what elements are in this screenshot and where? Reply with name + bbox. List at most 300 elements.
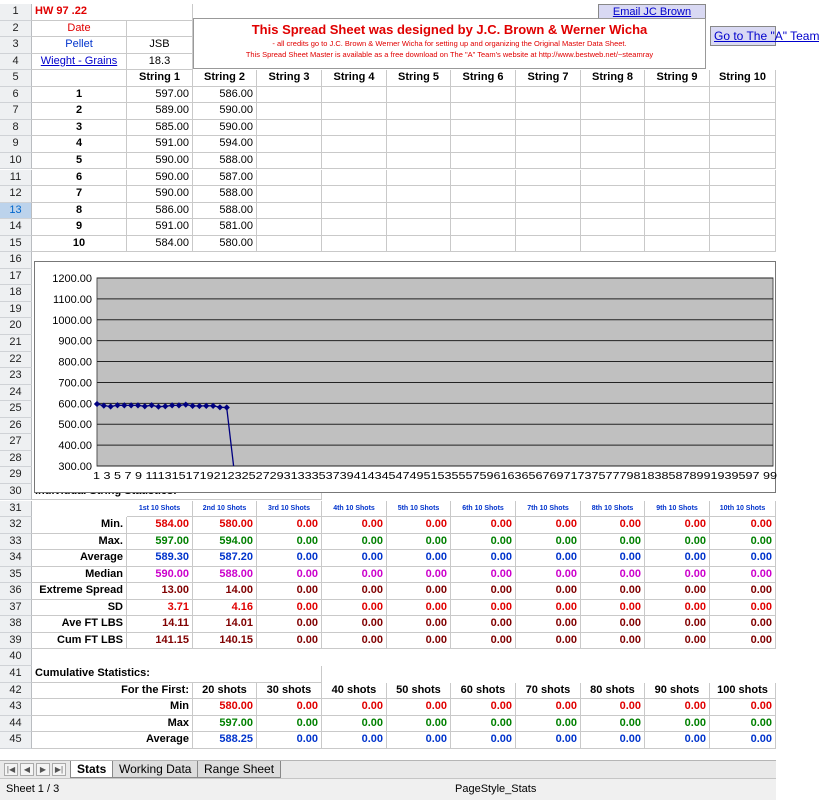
shot-number[interactable]: 7 [32, 186, 127, 203]
stat-value[interactable]: 0.00 [645, 616, 710, 633]
empty-cell[interactable] [581, 87, 645, 104]
row-header[interactable]: 1 [0, 4, 32, 21]
shot-number[interactable]: 2 [32, 103, 127, 120]
empty-cell[interactable] [581, 203, 645, 220]
stats-col-header[interactable]: 9th 10 Shots [645, 501, 710, 518]
empty-cell[interactable] [257, 170, 322, 187]
cumulative-value[interactable]: 0.00 [322, 716, 387, 733]
row-header[interactable]: 27 [0, 434, 32, 451]
empty-cell[interactable] [710, 236, 776, 253]
empty-cell[interactable] [322, 219, 387, 236]
row-header[interactable]: 25 [0, 401, 32, 418]
stat-value[interactable]: 0.00 [451, 600, 516, 617]
empty-cell[interactable] [645, 203, 710, 220]
empty-cell[interactable] [581, 120, 645, 137]
stat-value[interactable]: 0.00 [516, 616, 581, 633]
row-header[interactable]: 16 [0, 252, 32, 269]
cumulative-value[interactable]: 0.00 [581, 732, 645, 749]
stat-value[interactable]: 0.00 [387, 567, 451, 584]
empty-cell[interactable] [322, 120, 387, 137]
empty-cell[interactable] [257, 136, 322, 153]
row-header[interactable]: 17 [0, 269, 32, 286]
stat-value[interactable]: 14.01 [193, 616, 257, 633]
stat-value[interactable]: 0.00 [710, 517, 776, 534]
stat-value[interactable]: 587.20 [193, 550, 257, 567]
stat-value[interactable]: 589.30 [127, 550, 193, 567]
empty-cell[interactable] [710, 153, 776, 170]
stats-col-header[interactable]: 8th 10 Shots [581, 501, 645, 518]
string2-value[interactable]: 580.00 [193, 236, 257, 253]
stat-label[interactable]: Max. [32, 534, 127, 551]
row-header[interactable]: 20 [0, 318, 32, 335]
corner-cell[interactable] [32, 70, 127, 87]
string-header[interactable]: String 8 [581, 70, 645, 87]
shot-number[interactable]: 4 [32, 136, 127, 153]
empty-cell[interactable] [322, 203, 387, 220]
cumulative-col-header[interactable]: 60 shots [451, 683, 516, 700]
empty-cell[interactable] [516, 120, 581, 137]
empty-cell[interactable] [516, 219, 581, 236]
empty-cell[interactable] [645, 103, 710, 120]
cumulative-value[interactable]: 0.00 [257, 716, 322, 733]
empty-cell[interactable] [581, 219, 645, 236]
row-header[interactable]: 41 [0, 666, 32, 683]
row-header[interactable]: 12 [0, 186, 32, 203]
row-header[interactable]: 11 [0, 170, 32, 187]
stat-value[interactable]: 0.00 [322, 534, 387, 551]
empty-cell[interactable] [257, 103, 322, 120]
stat-value[interactable]: 0.00 [645, 600, 710, 617]
empty-cell[interactable] [451, 203, 516, 220]
empty-cell[interactable] [645, 170, 710, 187]
empty-cell[interactable] [516, 170, 581, 187]
string1-value[interactable]: 589.00 [127, 103, 193, 120]
prev-sheet-icon[interactable]: ◀ [20, 763, 34, 776]
string-header[interactable]: String 7 [516, 70, 581, 87]
empty-cell[interactable] [581, 170, 645, 187]
string-header[interactable]: String 1 [127, 70, 193, 87]
empty-cell[interactable] [516, 87, 581, 104]
stat-value[interactable]: 0.00 [451, 633, 516, 650]
stat-value[interactable]: 0.00 [710, 550, 776, 567]
stat-value[interactable]: 0.00 [581, 534, 645, 551]
string-header[interactable]: String 5 [387, 70, 451, 87]
stat-value[interactable]: 0.00 [387, 616, 451, 633]
empty-cell[interactable] [645, 136, 710, 153]
empty-cell[interactable] [257, 236, 322, 253]
empty-cell[interactable] [516, 153, 581, 170]
row-header[interactable]: 29 [0, 467, 32, 484]
empty-cell[interactable] [257, 203, 322, 220]
string-header[interactable]: String 9 [645, 70, 710, 87]
string1-value[interactable]: 584.00 [127, 236, 193, 253]
string1-value[interactable]: 586.00 [127, 203, 193, 220]
stat-value[interactable]: 0.00 [451, 567, 516, 584]
stat-label[interactable]: Ave FT LBS [32, 616, 127, 633]
row-header[interactable]: 21 [0, 335, 32, 352]
first-sheet-icon[interactable]: |◀ [4, 763, 18, 776]
cumulative-value[interactable]: 0.00 [451, 716, 516, 733]
string2-value[interactable]: 590.00 [193, 103, 257, 120]
string1-value[interactable]: 590.00 [127, 186, 193, 203]
stat-value[interactable]: 0.00 [322, 517, 387, 534]
string-header[interactable]: String 4 [322, 70, 387, 87]
row-header[interactable]: 24 [0, 385, 32, 402]
empty-cell[interactable] [322, 236, 387, 253]
empty-cell[interactable] [322, 170, 387, 187]
empty-cell[interactable] [387, 136, 451, 153]
stat-value[interactable]: 0.00 [387, 600, 451, 617]
stat-value[interactable]: 0.00 [710, 616, 776, 633]
stat-label[interactable]: SD [32, 600, 127, 617]
cumulative-value[interactable]: 0.00 [645, 699, 710, 716]
row-header[interactable]: 19 [0, 302, 32, 319]
row-header[interactable]: 5 [0, 70, 32, 87]
empty-cell[interactable] [387, 103, 451, 120]
stat-value[interactable]: 0.00 [387, 534, 451, 551]
empty-cell[interactable] [451, 236, 516, 253]
stat-value[interactable]: 0.00 [257, 534, 322, 551]
row-header[interactable]: 31 [0, 501, 32, 518]
string-header[interactable]: String 6 [451, 70, 516, 87]
stat-value[interactable]: 0.00 [451, 616, 516, 633]
stat-value[interactable]: 0.00 [645, 567, 710, 584]
row-header[interactable]: 22 [0, 352, 32, 369]
stat-value[interactable]: 0.00 [710, 534, 776, 551]
cumulative-value[interactable]: 0.00 [257, 699, 322, 716]
empty-cell[interactable] [581, 103, 645, 120]
empty-cell[interactable] [451, 186, 516, 203]
stat-value[interactable]: 0.00 [581, 616, 645, 633]
empty-cell[interactable] [710, 87, 776, 104]
stat-value[interactable]: 0.00 [710, 567, 776, 584]
row-header[interactable]: 9 [0, 136, 32, 153]
string2-value[interactable]: 588.00 [193, 153, 257, 170]
row-header[interactable]: 18 [0, 285, 32, 302]
stat-value[interactable]: 0.00 [257, 583, 322, 600]
weight-label[interactable]: Wieght - Grains [32, 54, 127, 71]
stat-value[interactable]: 597.00 [127, 534, 193, 551]
stat-value[interactable]: 580.00 [193, 517, 257, 534]
stat-label[interactable]: Average [32, 550, 127, 567]
cumulative-label[interactable]: Average [32, 732, 193, 749]
stats-col-header[interactable]: 3rd 10 Shots [257, 501, 322, 518]
stat-value[interactable]: 0.00 [322, 616, 387, 633]
string2-value[interactable]: 581.00 [193, 219, 257, 236]
empty-cell[interactable] [257, 219, 322, 236]
cumulative-col-header[interactable]: 50 shots [387, 683, 451, 700]
row-header[interactable]: 3 [0, 37, 32, 54]
stat-value[interactable]: 0.00 [516, 567, 581, 584]
empty-cell[interactable] [451, 170, 516, 187]
goto-a-team-link[interactable]: Go to The "A" Team [710, 26, 776, 46]
empty-cell[interactable] [387, 170, 451, 187]
stat-value[interactable]: 0.00 [710, 583, 776, 600]
row-header[interactable]: 44 [0, 716, 32, 733]
empty-cell[interactable] [322, 186, 387, 203]
cumulative-col-header[interactable]: 40 shots [322, 683, 387, 700]
row-header[interactable]: 13 [0, 203, 32, 220]
empty-cell[interactable] [387, 153, 451, 170]
empty-cell[interactable] [645, 186, 710, 203]
string1-value[interactable]: 597.00 [127, 87, 193, 104]
cumulative-col-header[interactable]: 90 shots [645, 683, 710, 700]
stat-label[interactable]: Min. [32, 517, 127, 534]
empty-cell[interactable] [710, 103, 776, 120]
row-header[interactable]: 42 [0, 683, 32, 700]
date-value[interactable] [127, 21, 193, 38]
empty-cell[interactable] [710, 203, 776, 220]
empty-cell[interactable] [645, 120, 710, 137]
cumulative-col-header[interactable]: 30 shots [257, 683, 322, 700]
string1-value[interactable]: 585.00 [127, 120, 193, 137]
cumulative-label[interactable]: Max [32, 716, 193, 733]
empty-cell[interactable] [322, 103, 387, 120]
empty-cell[interactable] [257, 153, 322, 170]
string-header[interactable]: String 10 [710, 70, 776, 87]
stat-value[interactable]: 0.00 [516, 633, 581, 650]
row-header[interactable]: 7 [0, 103, 32, 120]
cumulative-label[interactable]: Min [32, 699, 193, 716]
empty-cell[interactable] [581, 136, 645, 153]
string1-value[interactable]: 591.00 [127, 219, 193, 236]
stat-value[interactable]: 594.00 [193, 534, 257, 551]
stat-value[interactable]: 4.16 [193, 600, 257, 617]
cumulative-value[interactable]: 0.00 [322, 732, 387, 749]
stat-value[interactable]: 0.00 [322, 583, 387, 600]
stat-value[interactable]: 0.00 [257, 550, 322, 567]
row-header[interactable]: 38 [0, 616, 32, 633]
stat-value[interactable]: 0.00 [322, 567, 387, 584]
stat-label[interactable]: Extreme Spread [32, 583, 127, 600]
stat-value[interactable]: 0.00 [581, 550, 645, 567]
stat-label[interactable]: Cum FT LBS [32, 633, 127, 650]
empty-cell[interactable] [387, 219, 451, 236]
for-the-first-label[interactable]: For the First: [32, 683, 193, 700]
cumulative-stats-title[interactable]: Cumulative Statistics: [32, 666, 322, 683]
row-header[interactable]: 33 [0, 534, 32, 551]
stat-value[interactable]: 0.00 [257, 633, 322, 650]
pellet-label[interactable]: Pellet [32, 37, 127, 54]
cumulative-value[interactable]: 0.00 [516, 699, 581, 716]
empty-cell[interactable] [710, 136, 776, 153]
empty-cell[interactable] [257, 186, 322, 203]
cumulative-value[interactable]: 0.00 [710, 716, 776, 733]
row-header[interactable]: 37 [0, 600, 32, 617]
empty-cell[interactable] [322, 153, 387, 170]
row-header[interactable]: 2 [0, 21, 32, 38]
row-header[interactable]: 32 [0, 517, 32, 534]
stat-value[interactable]: 0.00 [451, 550, 516, 567]
stat-value[interactable]: 588.00 [193, 567, 257, 584]
row-header[interactable]: 45 [0, 732, 32, 749]
next-sheet-icon[interactable]: ▶ [36, 763, 50, 776]
cumulative-value[interactable]: 0.00 [581, 699, 645, 716]
cumulative-value[interactable]: 0.00 [645, 716, 710, 733]
empty-cell[interactable] [257, 87, 322, 104]
pellet-value[interactable]: JSB [127, 37, 193, 54]
empty-cell[interactable] [710, 170, 776, 187]
cumulative-value[interactable]: 0.00 [451, 732, 516, 749]
velocity-chart[interactable] [34, 261, 776, 493]
stats-col-header[interactable]: 2nd 10 Shots [193, 501, 257, 518]
stat-value[interactable]: 0.00 [387, 583, 451, 600]
row-header[interactable]: 8 [0, 120, 32, 137]
stat-value[interactable]: 0.00 [645, 550, 710, 567]
stat-value[interactable]: 0.00 [516, 600, 581, 617]
row-header[interactable]: 28 [0, 451, 32, 468]
shot-number[interactable]: 1 [32, 87, 127, 104]
stat-value[interactable]: 14.11 [127, 616, 193, 633]
stat-value[interactable]: 13.00 [127, 583, 193, 600]
row-header[interactable]: 14 [0, 219, 32, 236]
row-header[interactable]: 30 [0, 484, 32, 501]
cumulative-value[interactable]: 580.00 [193, 699, 257, 716]
empty-cell[interactable] [516, 186, 581, 203]
title-cell[interactable]: HW 97 .22 [32, 4, 193, 21]
cumulative-value[interactable]: 0.00 [387, 732, 451, 749]
empty-cell[interactable] [645, 153, 710, 170]
empty-cell[interactable] [387, 87, 451, 104]
stat-value[interactable]: 0.00 [387, 633, 451, 650]
empty-cell[interactable] [645, 219, 710, 236]
shot-number[interactable]: 3 [32, 120, 127, 137]
string1-value[interactable]: 590.00 [127, 153, 193, 170]
cumulative-value[interactable]: 0.00 [581, 716, 645, 733]
stat-value[interactable]: 0.00 [645, 633, 710, 650]
row-header[interactable]: 35 [0, 567, 32, 584]
stat-value[interactable]: 0.00 [710, 600, 776, 617]
stat-value[interactable]: 0.00 [257, 567, 322, 584]
stat-value[interactable]: 0.00 [322, 633, 387, 650]
empty-cell[interactable] [516, 236, 581, 253]
row-header[interactable]: 23 [0, 368, 32, 385]
stat-value[interactable]: 0.00 [322, 600, 387, 617]
stat-value[interactable]: 0.00 [581, 583, 645, 600]
stat-value[interactable]: 590.00 [127, 567, 193, 584]
row-header[interactable]: 10 [0, 153, 32, 170]
weight-value[interactable]: 18.3 [127, 54, 193, 71]
row-header[interactable]: 43 [0, 699, 32, 716]
string-header[interactable]: String 3 [257, 70, 322, 87]
cumulative-value[interactable]: 0.00 [645, 732, 710, 749]
stat-value[interactable]: 141.15 [127, 633, 193, 650]
stat-value[interactable]: 0.00 [257, 616, 322, 633]
stat-value[interactable]: 0.00 [516, 550, 581, 567]
empty-cell[interactable] [387, 120, 451, 137]
empty-cell[interactable] [387, 203, 451, 220]
empty-cell[interactable] [451, 103, 516, 120]
empty-cell[interactable] [451, 87, 516, 104]
string2-value[interactable]: 590.00 [193, 120, 257, 137]
empty-cell[interactable] [581, 186, 645, 203]
cumulative-value[interactable]: 0.00 [516, 716, 581, 733]
empty-cell[interactable] [451, 120, 516, 137]
stat-value[interactable]: 0.00 [581, 567, 645, 584]
empty-cell[interactable] [710, 219, 776, 236]
stats-col-header[interactable]: 7th 10 Shots [516, 501, 581, 518]
stat-value[interactable]: 584.00 [127, 517, 193, 534]
cumulative-value[interactable]: 0.00 [257, 732, 322, 749]
stat-value[interactable]: 0.00 [257, 517, 322, 534]
shot-number[interactable]: 8 [32, 203, 127, 220]
email-jc-brown-link[interactable]: Email JC Brown [598, 4, 706, 20]
stat-value[interactable]: 0.00 [257, 600, 322, 617]
string2-value[interactable]: 594.00 [193, 136, 257, 153]
row-header[interactable]: 26 [0, 418, 32, 435]
stat-value[interactable]: 0.00 [581, 517, 645, 534]
cumulative-value[interactable]: 0.00 [516, 732, 581, 749]
empty-cell[interactable] [645, 87, 710, 104]
cumulative-col-header[interactable]: 80 shots [581, 683, 645, 700]
row-header[interactable]: 34 [0, 550, 32, 567]
stat-value[interactable]: 0.00 [387, 550, 451, 567]
empty-cell[interactable] [322, 87, 387, 104]
stat-value[interactable]: 0.00 [645, 517, 710, 534]
empty-cell[interactable] [451, 219, 516, 236]
string1-value[interactable]: 590.00 [127, 170, 193, 187]
cumulative-value[interactable]: 0.00 [710, 699, 776, 716]
cumulative-col-header[interactable]: 100 shots [710, 683, 776, 700]
last-sheet-icon[interactable]: ▶| [52, 763, 66, 776]
stat-value[interactable]: 0.00 [516, 534, 581, 551]
empty-cell[interactable] [516, 103, 581, 120]
row-header[interactable]: 40 [0, 649, 32, 666]
row-header[interactable]: 6 [0, 87, 32, 104]
stat-value[interactable]: 0.00 [581, 600, 645, 617]
stat-value[interactable]: 0.00 [516, 517, 581, 534]
stats-col-header[interactable]: 5th 10 Shots [387, 501, 451, 518]
tab-working-data[interactable]: Working Data [112, 761, 198, 778]
shot-number[interactable]: 6 [32, 170, 127, 187]
empty-cell[interactable] [387, 236, 451, 253]
stat-value[interactable]: 0.00 [581, 633, 645, 650]
row-header[interactable]: 4 [0, 54, 32, 71]
stat-value[interactable]: 0.00 [322, 550, 387, 567]
stat-value[interactable]: 3.71 [127, 600, 193, 617]
empty-cell[interactable] [516, 136, 581, 153]
stat-value[interactable]: 0.00 [710, 633, 776, 650]
empty-cell[interactable] [645, 236, 710, 253]
shot-number[interactable]: 10 [32, 236, 127, 253]
string2-value[interactable]: 586.00 [193, 87, 257, 104]
empty-cell[interactable] [710, 120, 776, 137]
cumulative-value[interactable]: 597.00 [193, 716, 257, 733]
tab-range-sheet[interactable]: Range Sheet [197, 761, 281, 778]
empty-cell[interactable] [581, 236, 645, 253]
cumulative-col-header[interactable]: 70 shots [516, 683, 581, 700]
empty-cell[interactable] [516, 203, 581, 220]
stat-value[interactable]: 140.15 [193, 633, 257, 650]
stat-value[interactable]: 0.00 [451, 517, 516, 534]
string2-value[interactable]: 587.00 [193, 170, 257, 187]
cumulative-value[interactable]: 0.00 [387, 699, 451, 716]
string1-value[interactable]: 591.00 [127, 136, 193, 153]
cumulative-value[interactable]: 0.00 [451, 699, 516, 716]
empty-cell[interactable] [581, 153, 645, 170]
date-label[interactable]: Date [32, 21, 127, 38]
row-header[interactable]: 15 [0, 236, 32, 253]
tab-stats[interactable]: Stats [70, 761, 113, 778]
row-header[interactable]: 39 [0, 633, 32, 650]
stats-col-header[interactable]: 1st 10 Shots [127, 501, 193, 518]
stat-value[interactable]: 14.00 [193, 583, 257, 600]
string2-value[interactable]: 588.00 [193, 186, 257, 203]
stats-col-header[interactable]: 4th 10 Shots [322, 501, 387, 518]
stat-value[interactable]: 0.00 [451, 534, 516, 551]
stat-value[interactable]: 0.00 [516, 583, 581, 600]
empty-cell[interactable] [322, 136, 387, 153]
